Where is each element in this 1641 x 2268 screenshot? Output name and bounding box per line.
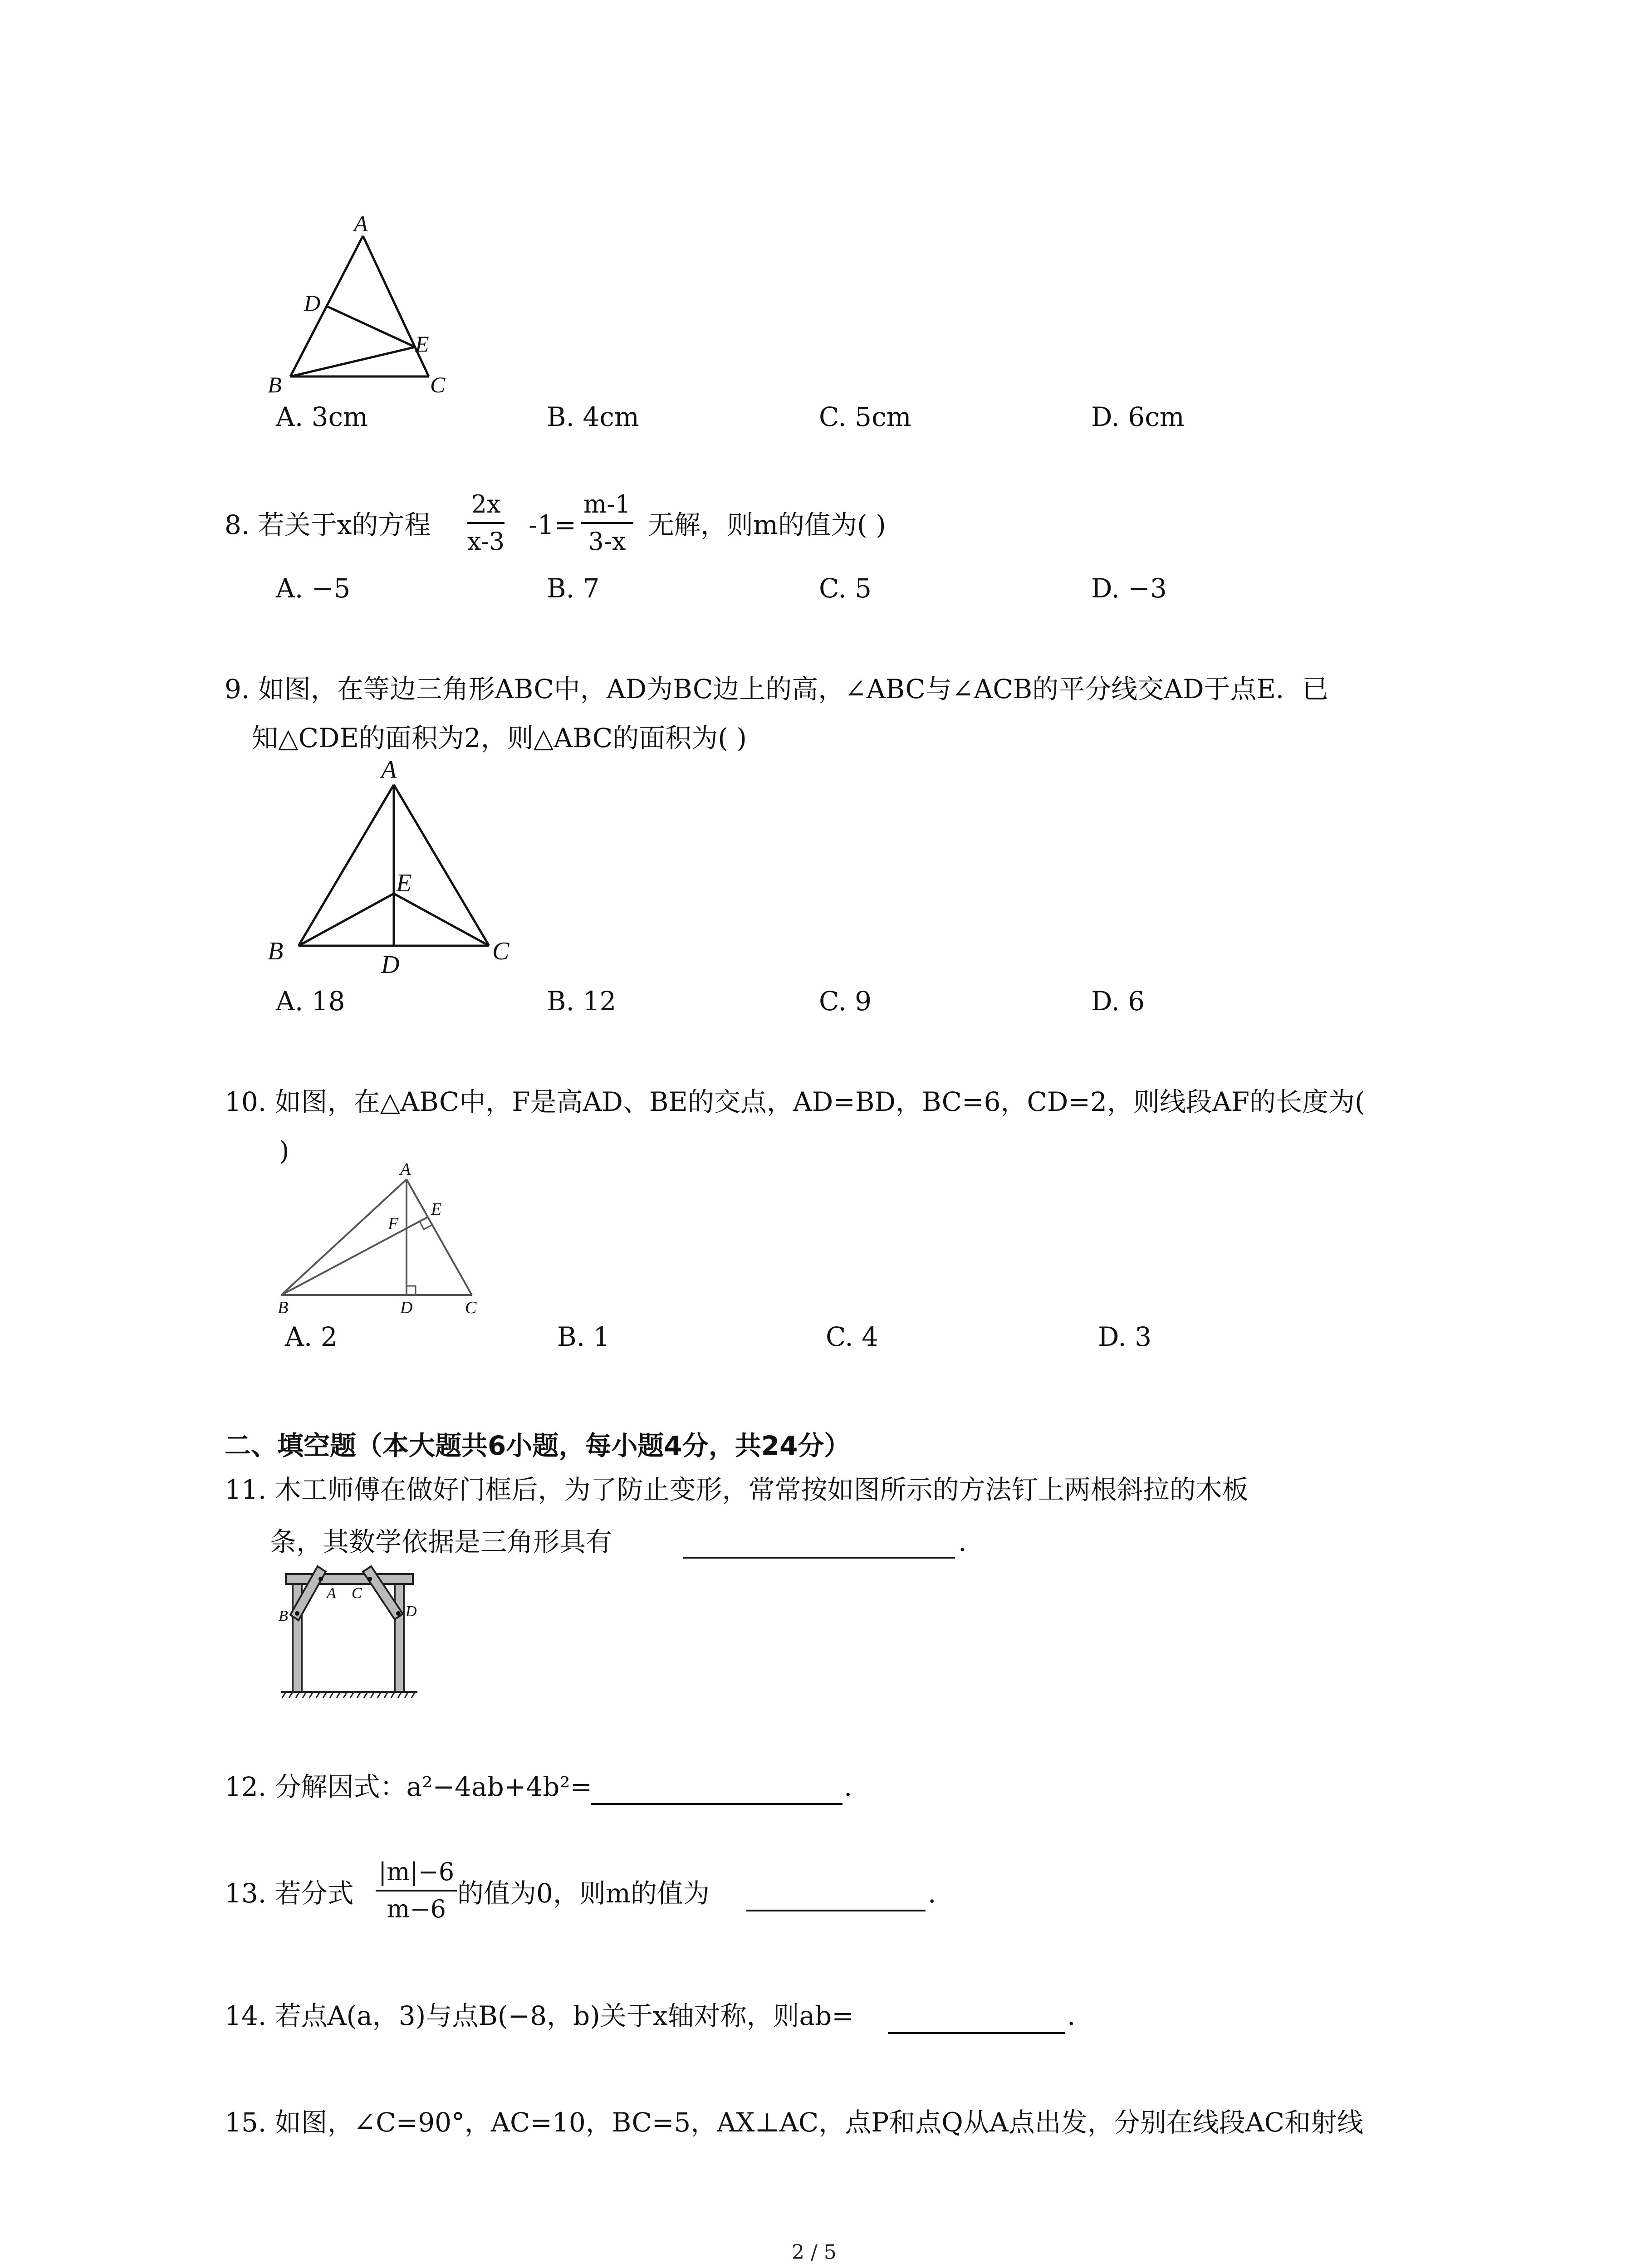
q13-fraction bbox=[376, 1857, 457, 1923]
q10-side-ab bbox=[281, 1179, 407, 1295]
q9-label-a: A bbox=[381, 758, 397, 784]
q10-label-f: F bbox=[388, 1214, 399, 1233]
q9-line-1: 9. 如图，在等边三角形ABC中，AD为BC边上的高，∠ABC与∠ACB的平分线交AD于点E．已 bbox=[225, 674, 1328, 704]
q11-line-2: 条，其数学依据是三角形具有 bbox=[270, 1526, 612, 1557]
q9-option-b[interactable]: B. 12 bbox=[547, 986, 617, 1017]
q8-fraction-2-denominator: 3-x bbox=[588, 527, 626, 556]
q8-prefix: 8. 若关于x的方程 bbox=[225, 509, 431, 540]
q11-line-1: 11. 木工师傅在做好门框后，为了防止变形，常常按如图所示的方法钉上两根斜拉的木板 bbox=[225, 1474, 1249, 1505]
q11-nail-b bbox=[295, 1611, 299, 1616]
q10-line-1: 10. 如图，在△ABC中，F是高AD、BE的交点，AD=BD，BC=6，CD=2，则线段AF的长度为( bbox=[225, 1086, 1365, 1117]
q8-suffix: 无解，则m的值为( ) bbox=[648, 509, 886, 540]
q14-end: . bbox=[1067, 2000, 1076, 2031]
q11-nail-a bbox=[318, 1577, 323, 1581]
q9-label-d: D bbox=[381, 951, 400, 979]
q10-figure bbox=[272, 1161, 490, 1325]
q8-option-c[interactable]: C. 5 bbox=[819, 573, 872, 604]
q11-nail-c bbox=[367, 1577, 372, 1581]
q10-label-a: A bbox=[400, 1161, 411, 1179]
q9-option-c[interactable]: C. 9 bbox=[819, 986, 872, 1017]
q10-right-angle-d bbox=[407, 1286, 416, 1295]
q11-label-d: D bbox=[406, 1603, 417, 1620]
q12-end: . bbox=[844, 1771, 852, 1802]
q8-fraction-2-numerator: m-1 bbox=[581, 492, 633, 524]
q7-label-b: B bbox=[268, 372, 282, 395]
q9-figure bbox=[259, 758, 531, 993]
q13-suffix: 的值为0，则m的值为 bbox=[457, 1878, 710, 1909]
q11-right-post bbox=[395, 1581, 404, 1692]
q7-label-e: E bbox=[415, 331, 429, 357]
q14-text: 14. 若点A(a，3)与点B(−8，b)关于x轴对称，则ab= bbox=[225, 2000, 854, 2031]
q9-label-b: B bbox=[268, 937, 284, 965]
q11-end: . bbox=[958, 1526, 967, 1557]
q13-fraction-denominator: m−6 bbox=[387, 1895, 446, 1923]
q7-option-d[interactable]: D. 6cm bbox=[1091, 401, 1185, 432]
q9-side-ab bbox=[299, 785, 394, 946]
q7-label-c: C bbox=[430, 372, 446, 395]
q10-side-ac bbox=[407, 1179, 472, 1295]
q11-figure bbox=[272, 1563, 426, 1699]
q7-segment-de bbox=[327, 306, 415, 347]
q7-label-a: A bbox=[354, 213, 368, 236]
q8-mid: -1= bbox=[529, 509, 577, 540]
q9-label-e: E bbox=[396, 869, 412, 897]
q8-fraction-1-numerator: 2x bbox=[467, 492, 505, 524]
q11-nail-d bbox=[396, 1611, 401, 1616]
q10-option-a[interactable]: A. 2 bbox=[285, 1321, 338, 1352]
q13-fraction-numerator: |m|−6 bbox=[376, 1860, 457, 1892]
q11-answer-blank[interactable] bbox=[683, 1557, 955, 1559]
q13-prefix: 13. 若分式 bbox=[225, 1878, 354, 1909]
q10-option-d[interactable]: D. 3 bbox=[1098, 1321, 1152, 1352]
q8-option-b[interactable]: B. 7 bbox=[547, 573, 600, 604]
q7-figure bbox=[259, 213, 467, 395]
q10-line-2: ) bbox=[279, 1135, 289, 1166]
q7-option-c[interactable]: C. 5cm bbox=[819, 401, 911, 432]
q7-segment-be bbox=[290, 347, 415, 376]
q11-lintel bbox=[286, 1574, 413, 1584]
q8-option-a[interactable]: A. −5 bbox=[276, 573, 351, 604]
q10-label-e: E bbox=[431, 1200, 442, 1219]
q7-option-b[interactable]: B. 4cm bbox=[547, 401, 639, 432]
q13-answer-blank[interactable] bbox=[746, 1910, 926, 1911]
q9-side-ac bbox=[394, 785, 489, 946]
q13-end: . bbox=[928, 1878, 936, 1909]
q8-fraction-1 bbox=[467, 492, 505, 554]
q11-label-a: A bbox=[327, 1585, 336, 1602]
q10-label-c: C bbox=[465, 1298, 477, 1317]
q8-fraction-2 bbox=[581, 492, 633, 554]
q10-label-b: B bbox=[278, 1298, 289, 1317]
q8-fraction-1-denominator: x-3 bbox=[467, 527, 505, 556]
q9-line-2: 知△CDE的面积为2，则△ABC的面积为( ) bbox=[252, 723, 747, 753]
q7-label-d: D bbox=[304, 290, 321, 316]
q12-text: 12. 分解因式：a²−4ab+4b²= bbox=[225, 1771, 593, 1802]
page-number: 2 / 5 bbox=[792, 2241, 837, 2264]
q11-label-c: C bbox=[352, 1585, 362, 1602]
q10-label-d: D bbox=[400, 1298, 413, 1317]
q8-option-d[interactable]: D. −3 bbox=[1091, 573, 1167, 604]
q9-label-c: C bbox=[492, 937, 509, 965]
q9-option-d[interactable]: D. 6 bbox=[1091, 986, 1145, 1017]
q9-option-a[interactable]: A. 18 bbox=[276, 986, 345, 1017]
q10-option-b[interactable]: B. 1 bbox=[557, 1321, 610, 1352]
q10-option-c[interactable]: C. 4 bbox=[826, 1321, 879, 1352]
q12-answer-blank[interactable] bbox=[591, 1803, 843, 1805]
section-2-title: 二、填空题（本大题共6小题，每小题4分，共24分） bbox=[225, 1430, 851, 1461]
q14-answer-blank[interactable] bbox=[888, 2032, 1065, 2034]
q11-label-b: B bbox=[279, 1608, 288, 1624]
q7-option-a[interactable]: A. 3cm bbox=[276, 401, 368, 432]
q15-line-1: 15. 如图，∠C=90°，AC=10，BC=5，AX⊥AC，点P和点Q从A点出发，分别在线段AC和射线 bbox=[225, 2107, 1364, 2138]
